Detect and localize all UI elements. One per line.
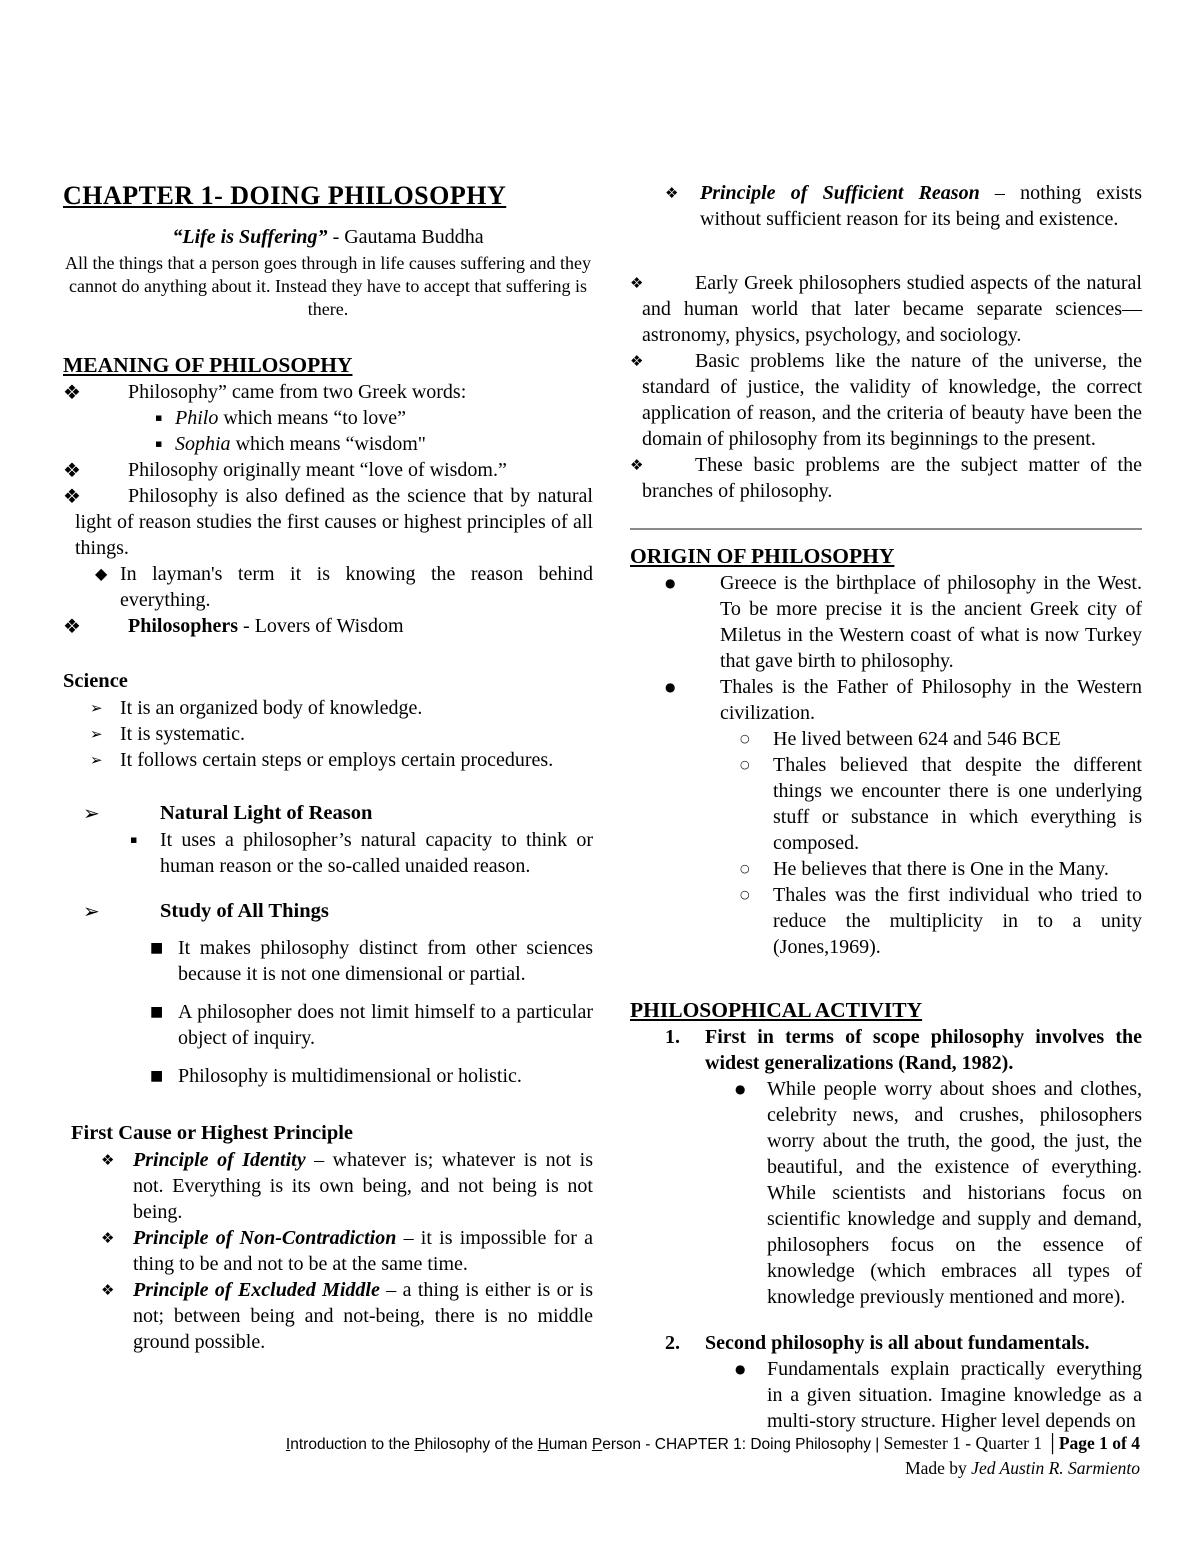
- list-item: [130, 827, 593, 879]
- group-heading: [83, 897, 593, 925]
- quote-attribution: - Gautama Buddha: [327, 226, 484, 248]
- list-item-text: Principle of Identity – whatever is; whatever is not is not. Everything is its own being, and not being is not being.: [133, 1149, 593, 1223]
- list-item: [95, 561, 593, 613]
- list-item: [101, 1225, 593, 1277]
- diamond-bullet-icon: ❖: [63, 484, 81, 508]
- diamond-bullet-icon: ❖: [101, 1229, 115, 1247]
- footer-page-number: Page 1 of 4: [1058, 1433, 1140, 1453]
- list-item-text: - Lovers of Wisdom: [238, 615, 404, 637]
- heading-first-cause: First Cause or Highest Principle: [71, 1122, 354, 1144]
- heading-origin-of-philosophy: ORIGIN OF PHILOSOPHY: [630, 544, 895, 568]
- list-item-text: Fundamentals explain practically everything in a given situation. Imagine knowledge as a multi-story structure. Higher level depends on: [767, 1358, 1142, 1432]
- list-item: [630, 270, 1142, 348]
- diamond-bullet-icon: ❖: [665, 184, 679, 202]
- list-item: [150, 999, 593, 1051]
- circle-bullet-icon: ○: [740, 862, 750, 875]
- dot-bullet-icon: ●: [665, 680, 676, 694]
- list-item-text: Philosophy” came from two Greek words:: [128, 381, 467, 403]
- list-item: [150, 1063, 593, 1089]
- arrowhead-bullet-icon: ➢: [90, 725, 103, 743]
- list-item-text: These basic problems are the subject matter of the branches of philosophy.: [642, 454, 1142, 502]
- list-item: [740, 726, 1142, 752]
- item-number: 1.: [665, 1026, 680, 1048]
- quote-line: [63, 224, 593, 250]
- list-item-text: A philosopher does not limit himself to a particular object of inquiry.: [178, 1001, 593, 1049]
- list-item: [630, 452, 1142, 504]
- circle-bullet-icon: ○: [740, 732, 750, 745]
- list-item-text: Philosophy originally meant “love of wisdom.”: [128, 459, 507, 481]
- group-heading: [83, 799, 593, 827]
- list-item-text: Principle of Non-Contradiction – it is impossible for a thing to be and not to be at the same time.: [133, 1227, 594, 1275]
- square-bullet-icon: ■: [150, 1004, 164, 1020]
- list-item-text: Sophia which means “wisdom": [175, 433, 426, 455]
- square-bullet-icon: ■: [150, 1068, 164, 1084]
- arrowhead-bullet-icon: ➢: [90, 751, 103, 769]
- diamond-bullet-icon: ❖: [101, 1281, 115, 1299]
- dot-bullet-icon: ●: [665, 576, 676, 590]
- numbered-item: [665, 1024, 1142, 1076]
- numbered-item-text: Second philosophy is all about fundamentals.: [705, 1332, 1090, 1354]
- list-item-text: Early Greek philosophers studied aspects of the natural and human world that later became separate sciences—astronomy, physics, psychology, and sociology.: [642, 272, 1142, 346]
- list-item: [665, 180, 1142, 232]
- list-item: [63, 379, 593, 405]
- list-item: [735, 1356, 1142, 1434]
- arrowhead-bullet-icon: ➢: [83, 801, 100, 825]
- list-item: [630, 348, 1142, 452]
- heading-study-of-all-things: Study of All Things: [160, 900, 329, 922]
- item-number: 2.: [665, 1332, 680, 1354]
- greek-word: Philo: [175, 407, 219, 429]
- list-item-text: In layman's term it is knowing the reason behind everything.: [120, 563, 593, 611]
- list-item-text: Basic problems like the nature of the universe, the standard of justice, the validity of knowledge, the correct application of reason, and the criteria of beauty have been the domain of philosophy from its beginnings to the present.: [642, 350, 1142, 450]
- list-item-text: Philosophy is multidimensional or holistic.: [178, 1065, 522, 1087]
- heading-meaning-of-philosophy: MEANING OF PHILOSOPHY: [63, 353, 353, 377]
- square-bullet-icon: ▪: [130, 833, 138, 846]
- list-item-text: While people worry about shoes and clothes, celebrity news, and crushes, philosophers worry about the truth, the good, the just, the beautiful, and the existence of everything. While scientists and historians focus on scientific knowledge and supply and demand, philosophers focus on the essence of knowledge (which embraces all types of knowledge previously mentioned and more).: [767, 1078, 1142, 1308]
- list-item: [155, 405, 593, 431]
- quote-note: All the things that a person goes through in life causes suffering and they cannot do anything about it. Instead they have to accept that suffering is there.: [64, 253, 592, 319]
- list-item-text: Thales believed that despite the different things we encounter there is one underlying stuff or substance in which everything is composed.: [773, 754, 1142, 854]
- quote-text: “Life is Suffering”: [172, 226, 328, 248]
- circle-bullet-icon: ○: [740, 758, 750, 771]
- chapter-title: CHAPTER 1- DOING PHILOSOPHY: [63, 181, 507, 210]
- heading-natural-light-of-reason: Natural Light of Reason: [160, 802, 373, 824]
- term-philosophers: Philosophers: [128, 615, 239, 637]
- square-bullet-icon: ▪: [155, 437, 163, 450]
- page-footer: [0, 1432, 1140, 1480]
- list-item: [63, 457, 593, 483]
- footer-semester: Semester 1 - Quarter 1: [883, 1433, 1047, 1453]
- heading-science: Science: [63, 670, 128, 692]
- heading-philosophical-activity: PHILOSOPHICAL ACTIVITY: [630, 998, 923, 1022]
- list-item: [665, 674, 1142, 726]
- list-item: [101, 1277, 593, 1355]
- footer-course-title: Introduction to the Philosophy of the Human Person - CHAPTER 1: Doing Philosophy |: [285, 1436, 884, 1453]
- list-item-text: He believes that there is One in the Many.: [773, 858, 1109, 880]
- principle-name: Principle of Identity: [133, 1149, 306, 1171]
- square-bullet-icon: ▪: [155, 411, 163, 424]
- list-item: [665, 570, 1142, 674]
- diamond-bullet-icon: ❖: [101, 1151, 115, 1169]
- footer-bar: │: [1046, 1433, 1059, 1453]
- list-item: [150, 935, 593, 987]
- list-item: [63, 613, 593, 639]
- diamond-bullet-icon: ❖: [63, 614, 81, 638]
- footer-made-by: Made by: [905, 1458, 972, 1478]
- arrowhead-bullet-icon: ➢: [90, 699, 103, 717]
- footer-line1: [0, 1432, 1140, 1456]
- greek-word: Sophia: [175, 433, 231, 455]
- diamond-bullet-icon: ❖: [63, 458, 81, 482]
- list-item: [155, 431, 593, 457]
- principle-name: Principle of Non-Contradiction: [133, 1227, 397, 1249]
- numbered-item-text: First in terms of scope philosophy involves the widest generalizations (Rand, 1982).: [705, 1026, 1142, 1074]
- list-item-text: Thales was the first individual who tried to reduce the multiplicity in to a unity (Jones,1969).: [773, 884, 1142, 958]
- list-item-text: He lived between 624 and 546 BCE: [773, 728, 1061, 750]
- list-item-text: It follows certain steps or employs certain procedures.: [120, 749, 554, 771]
- principle-name: Principle of Excluded Middle: [133, 1279, 380, 1301]
- list-item-text: Principle of Excluded Middle – a thing is either is or is not; between being and not-being, there is no middle ground possible.: [133, 1279, 593, 1353]
- list-item-text: Principle of Sufficient Reason – nothing exists without sufficient reason for its being and existence.: [700, 182, 1142, 230]
- black-diamond-bullet-icon: ◆: [95, 564, 108, 583]
- circle-bullet-icon: ○: [740, 888, 750, 901]
- list-item: [90, 721, 593, 747]
- list-item-text: Philosophy is also defined as the science that by natural light of reason studies the first causes or highest principles of all things.: [75, 485, 593, 559]
- list-item-text: Greece is the birthplace of philosophy in the West. To be more precise it is the ancient Greek city of Miletus in the Western coast of what is now Turkey that gave birth to philosophy.: [720, 572, 1142, 672]
- list-item-text: It uses a philosopher’s natural capacity to think or human reason or the so-called unaided reason.: [160, 829, 593, 877]
- arrowhead-bullet-icon: ➢: [83, 899, 100, 923]
- list-item-text: It makes philosophy distinct from other sciences because it is not one dimensional or partial.: [178, 937, 593, 985]
- dot-bullet-icon: ●: [735, 1362, 746, 1376]
- section-divider: [630, 528, 1142, 530]
- list-item: [63, 483, 593, 561]
- left-column: [63, 180, 593, 1355]
- diamond-bullet-icon: ❖: [63, 380, 81, 404]
- diamond-bullet-icon: ❖: [630, 352, 644, 370]
- list-item: [90, 747, 593, 773]
- list-item-text: It is an organized body of knowledge.: [120, 697, 423, 719]
- diamond-bullet-icon: ❖: [630, 274, 644, 292]
- principle-name: Principle of Sufficient Reason: [700, 182, 980, 204]
- footer-author: Jed Austin R. Sarmiento: [971, 1458, 1140, 1478]
- diamond-bullet-icon: ❖: [630, 456, 644, 474]
- dot-bullet-icon: ●: [735, 1082, 746, 1096]
- list-item: [740, 882, 1142, 960]
- square-bullet-icon: ■: [150, 940, 164, 956]
- list-item-text: It is systematic.: [120, 723, 245, 745]
- list-item: [740, 856, 1142, 882]
- list-item-text: Philo which means “to love”: [175, 407, 407, 429]
- list-item: [101, 1147, 593, 1225]
- list-item: [740, 752, 1142, 856]
- list-item: [90, 695, 593, 721]
- footer-line2: [0, 1457, 1140, 1480]
- list-item-text: Thales is the Father of Philosophy in the Western civilization.: [720, 676, 1142, 724]
- numbered-item: [665, 1330, 1142, 1356]
- right-column: [630, 180, 1142, 1434]
- list-item: [735, 1076, 1142, 1310]
